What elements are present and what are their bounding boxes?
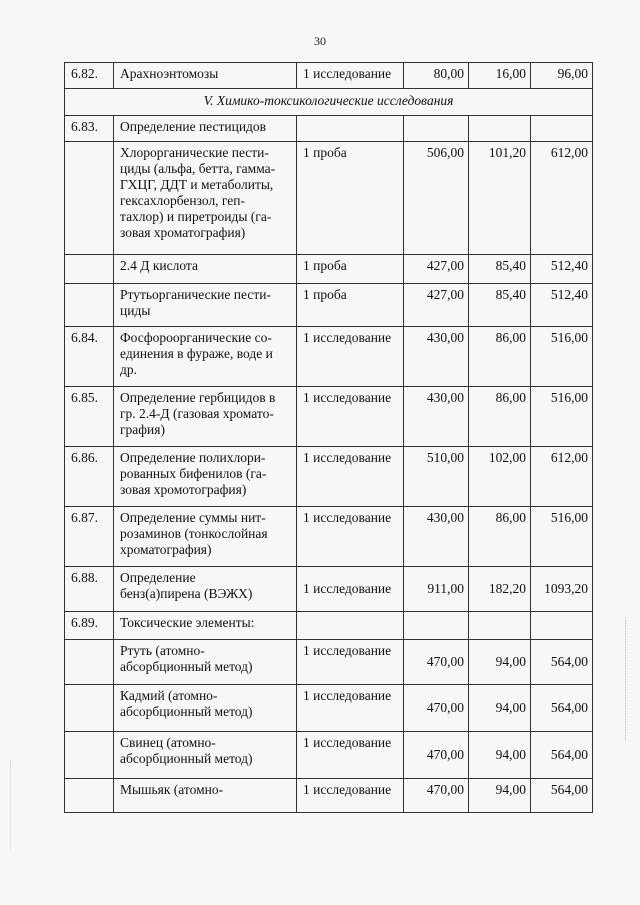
row-name: Ртутьорганические пести- циды bbox=[114, 284, 297, 327]
row-price: 427,00 bbox=[404, 255, 469, 284]
row-total: 512,40 bbox=[531, 255, 593, 284]
scan-edge-marks bbox=[625, 620, 632, 740]
row-code: 6.87. bbox=[65, 507, 114, 567]
row-name: Токсические элементы: bbox=[114, 612, 297, 640]
scan-edge-marks-left bbox=[10, 760, 17, 850]
row-price: 470,00 bbox=[404, 640, 469, 685]
row-unit: 1 исследование bbox=[297, 447, 404, 507]
row-total: 564,00 bbox=[531, 640, 593, 685]
row-price: 430,00 bbox=[404, 387, 469, 447]
row-name: Определение полихлори- рованных бифенилов (га- зовая хромотография) bbox=[114, 447, 297, 507]
row-price bbox=[404, 116, 469, 142]
row-total: 512,40 bbox=[531, 284, 593, 327]
row-total bbox=[531, 116, 593, 142]
row-price: 911,00 bbox=[404, 567, 469, 612]
section-row bbox=[65, 89, 593, 116]
row-code bbox=[65, 732, 114, 779]
row-total: 516,00 bbox=[531, 387, 593, 447]
row-name: Ртуть (атомно- абсорбционный метод) bbox=[114, 640, 297, 685]
row-unit bbox=[297, 612, 404, 640]
row-vat: 85,40 bbox=[469, 284, 531, 327]
row-name: Арахноэнтомозы bbox=[114, 63, 297, 89]
table-row bbox=[65, 507, 593, 567]
row-name: Определение гербицидов в гр. 2.4-Д (газовая хромато- графия) bbox=[114, 387, 297, 447]
row-total: 612,00 bbox=[531, 142, 593, 255]
row-name: Хлорорганические пести- циды (альфа, бетта, гамма- ГХЦГ, ДДТ и метаболиты, гексахлорбензол, геп- тахлор) и пиретроиды (га- зовая хроматография) bbox=[114, 142, 297, 255]
row-vat: 182,20 bbox=[469, 567, 531, 612]
row-total: 96,00 bbox=[531, 63, 593, 89]
row-total: 564,00 bbox=[531, 779, 593, 813]
row-vat: 86,00 bbox=[469, 387, 531, 447]
table-row bbox=[65, 779, 593, 813]
row-vat bbox=[469, 612, 531, 640]
row-code: 6.84. bbox=[65, 327, 114, 387]
row-total: 612,00 bbox=[531, 447, 593, 507]
table-row bbox=[65, 612, 593, 640]
table-row bbox=[65, 387, 593, 447]
row-total: 1093,20 bbox=[531, 567, 593, 612]
row-code bbox=[65, 640, 114, 685]
table-row bbox=[65, 142, 593, 255]
row-unit: 1 исследование bbox=[297, 387, 404, 447]
table-row bbox=[65, 447, 593, 507]
row-price: 430,00 bbox=[404, 327, 469, 387]
row-code: 6.86. bbox=[65, 447, 114, 507]
row-name: Фосфороорганические со- единения в фураже, воде и др. bbox=[114, 327, 297, 387]
row-unit bbox=[297, 116, 404, 142]
row-unit: 1 проба bbox=[297, 142, 404, 255]
table-row bbox=[65, 685, 593, 732]
row-code: 6.89. bbox=[65, 612, 114, 640]
row-vat: 101,20 bbox=[469, 142, 531, 255]
row-name: Определение бенз(а)пирена (ВЭЖХ) bbox=[114, 567, 297, 612]
row-price: 427,00 bbox=[404, 284, 469, 327]
row-code bbox=[65, 255, 114, 284]
row-price: 470,00 bbox=[404, 685, 469, 732]
table-row bbox=[65, 327, 593, 387]
row-unit: 1 исследование bbox=[297, 567, 404, 612]
row-unit: 1 исследование bbox=[297, 327, 404, 387]
row-code: 6.82. bbox=[65, 63, 114, 89]
table-row bbox=[65, 640, 593, 685]
row-vat: 94,00 bbox=[469, 685, 531, 732]
row-code bbox=[65, 779, 114, 813]
row-unit: 1 проба bbox=[297, 255, 404, 284]
row-vat: 94,00 bbox=[469, 640, 531, 685]
row-vat: 16,00 bbox=[469, 63, 531, 89]
row-name: Мышьяк (атомно- bbox=[114, 779, 297, 813]
row-unit: 1 исследование bbox=[297, 640, 404, 685]
row-vat bbox=[469, 116, 531, 142]
row-code: 6.85. bbox=[65, 387, 114, 447]
row-code bbox=[65, 142, 114, 255]
row-total: 564,00 bbox=[531, 732, 593, 779]
row-name: 2.4 Д кислота bbox=[114, 255, 297, 284]
row-unit: 1 исследование bbox=[297, 732, 404, 779]
row-name: Определение пестицидов bbox=[114, 116, 297, 142]
row-name: Свинец (атомно- абсорбционный метод) bbox=[114, 732, 297, 779]
row-vat: 102,00 bbox=[469, 447, 531, 507]
row-unit: 1 исследование bbox=[297, 685, 404, 732]
row-total: 516,00 bbox=[531, 507, 593, 567]
row-name: Определение суммы нит- розаминов (тонкослойная хроматография) bbox=[114, 507, 297, 567]
table-row bbox=[65, 63, 593, 89]
row-code bbox=[65, 685, 114, 732]
row-price: 470,00 bbox=[404, 732, 469, 779]
row-code: 6.83. bbox=[65, 116, 114, 142]
row-total: 516,00 bbox=[531, 327, 593, 387]
row-unit: 1 исследование bbox=[297, 63, 404, 89]
row-vat: 86,00 bbox=[469, 327, 531, 387]
table-row bbox=[65, 284, 593, 327]
table-row bbox=[65, 567, 593, 612]
row-unit: 1 исследование bbox=[297, 779, 404, 813]
price-table-body bbox=[65, 63, 593, 813]
row-total bbox=[531, 612, 593, 640]
row-price: 80,00 bbox=[404, 63, 469, 89]
page-number: 30 bbox=[314, 34, 326, 48]
row-name: Кадмий (атомно- абсорбционный метод) bbox=[114, 685, 297, 732]
table-row bbox=[65, 116, 593, 142]
row-unit: 1 проба bbox=[297, 284, 404, 327]
row-unit: 1 исследование bbox=[297, 507, 404, 567]
row-vat: 85,40 bbox=[469, 255, 531, 284]
row-price: 510,00 bbox=[404, 447, 469, 507]
table-row bbox=[65, 732, 593, 779]
row-vat: 94,00 bbox=[469, 732, 531, 779]
row-code: 6.88. bbox=[65, 567, 114, 612]
table-row bbox=[65, 255, 593, 284]
row-code bbox=[65, 284, 114, 327]
row-total: 564,00 bbox=[531, 685, 593, 732]
row-vat: 86,00 bbox=[469, 507, 531, 567]
row-price: 470,00 bbox=[404, 779, 469, 813]
row-price bbox=[404, 612, 469, 640]
row-price: 430,00 bbox=[404, 507, 469, 567]
row-vat: 94,00 bbox=[469, 779, 531, 813]
section-title: V. Химико-токсикологические исследования bbox=[65, 89, 593, 116]
row-price: 506,00 bbox=[404, 142, 469, 255]
price-table bbox=[64, 62, 593, 813]
